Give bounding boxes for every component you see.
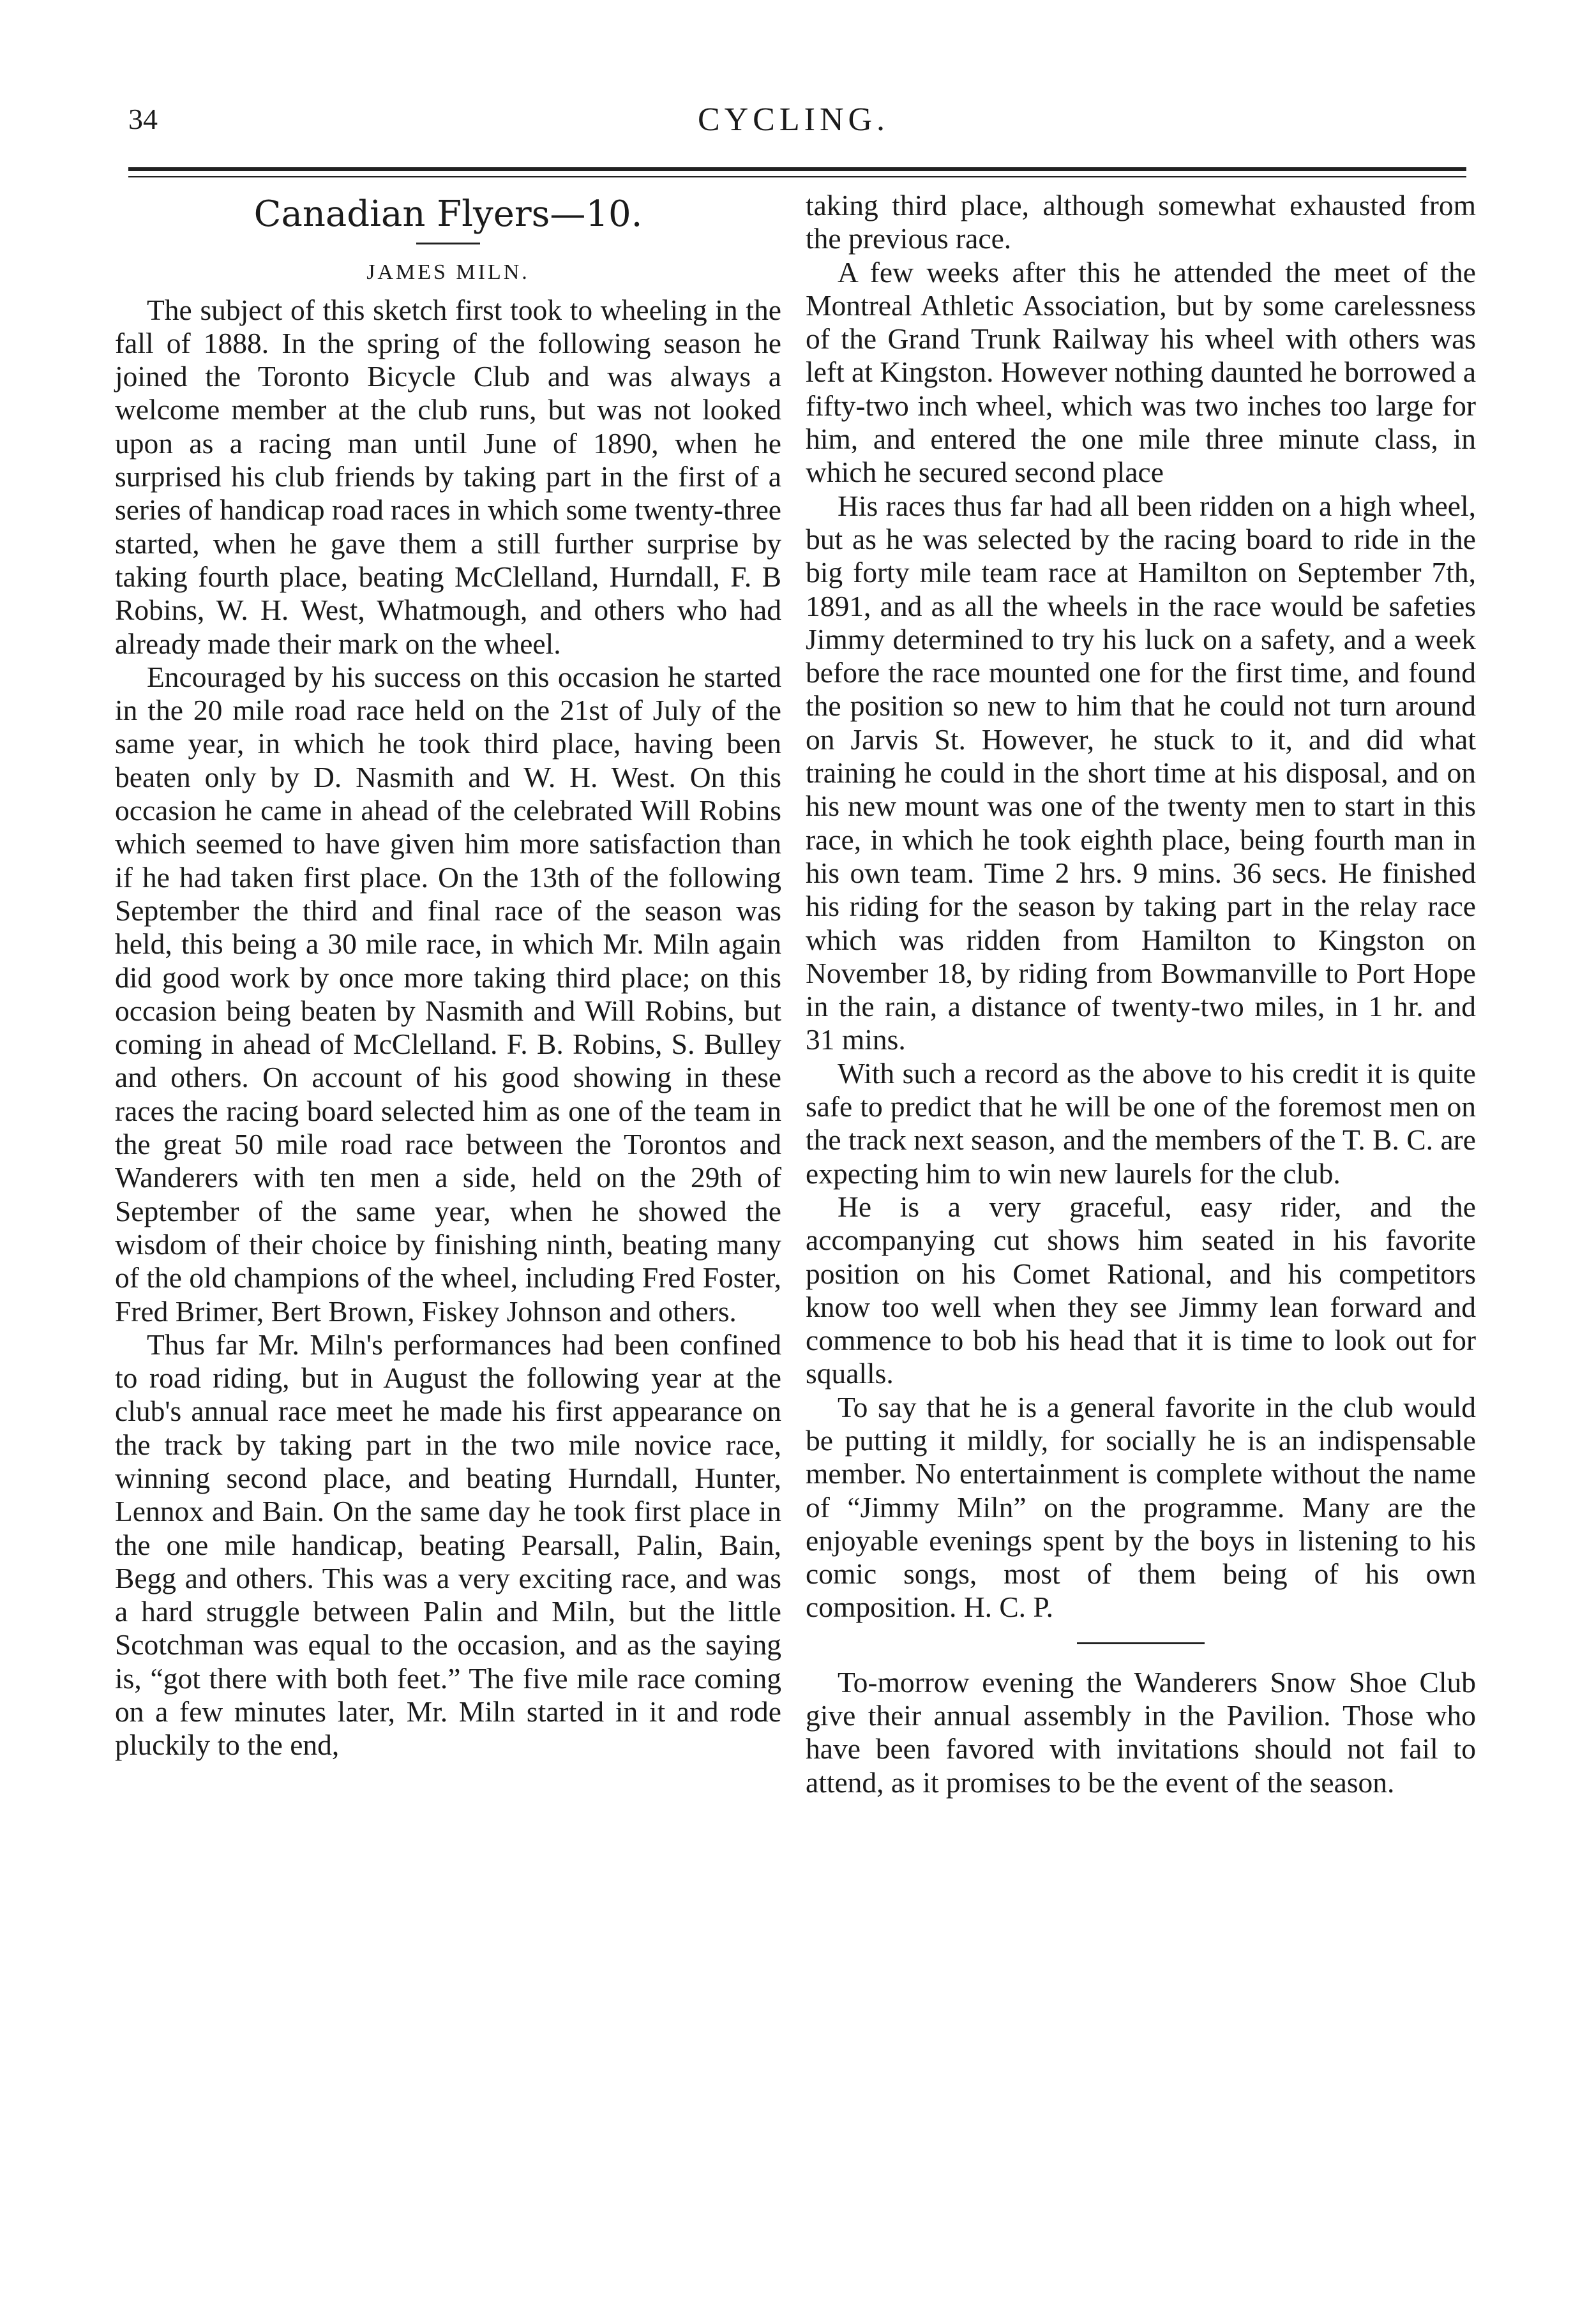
paragraph: Thus far Mr. Miln's performances had been confined to road riding, but in August the following year at the club's annual race meet he made his first appearance on the track by taking part in the two mile novice race, winning second place, and beating Hurndall, Hunter, Lennox and Bain. On the same day he took first place in the one mile handicap, beating Pearsall, Palin, Bain, Begg and others. This was a very exciting race, and was a hard struggle between Palin and Miln, but the little Scotchman was equal to the occasion, and as the saying is, “got there with both feet.” The five mile race coming on a few minutes later, Mr. Miln started in it and rode pluckily to the end, (115, 1328, 781, 1762)
paragraph: His races thus far had all been ridden on a high wheel, but as he was selected by the racing board to ride in the big forty mile team race at Hamilton on September 7th, 1891, and as all the wheels in the race would be safeties Jimmy determined to try his luck on a safety, and a week before the race mounted one for the first time, and found the position so new to him that he could not turn around on Jarvis St. However, he stuck to it, and did what training he could in the short time at his disposal, and on his new mount was one of the twenty men to start in this race, in which he took eighth place, being fourth man in his own team. Time 2 hrs. 9 mins. 36 secs. He finished his riding for the season by taking part in the relay race which was ridden from Hamilton to Kingston on November 18, by riding from Bowmanville to Port Hope in the rain, a distance of twenty-two miles, in 1 hr. and 31 mins. (806, 489, 1476, 1056)
article-title: Canadian Flyers—10. (253, 193, 643, 235)
paragraph: To say that he is a general favorite in the club would be putting it mildly, for socially he is an indispensable member. No entertainment is complete without the name of “Jimmy Miln” on the programme. Many are the enjoyable evenings spent by the boys in listening to his comic songs, most of them being of his own composition. H. C. P. (806, 1390, 1476, 1624)
paragraph: The subject of this sketch first took to wheeling in the fall of 1888. In the spring of the following season he joined the Toronto Bicycle Club and was always a welcome member at the club runs, but was not looked upon as a racing man until June of 1890, when he surprised his club friends by taking part in the first of a series of handicap road races in which some twenty-three started, when he gave them a still further surprise by taking fourth place, beating McClelland, Hurndall, F. B Robins, W. H. West, Whatmough, and others who had already made their mark on the wheel. (115, 293, 781, 660)
article-byline: JAMES MILN. (366, 260, 530, 285)
section-divider (1077, 1642, 1205, 1644)
right-column (806, 189, 1476, 1799)
paragraph-continuation: taking third place, although somewhat exhausted from the previous race. (806, 189, 1476, 255)
page-number: 34 (128, 103, 158, 135)
paragraph: A few weeks after this he attended the meet of the Montreal Athletic Association, but by some carelessness of the Grand Trunk Railway his wheel with others was left at Kingston. However nothing daunted he borrowed a fifty-two inch wheel, which was two inches too large for him, and entered the one mile three minute class, in which he secured second place (806, 255, 1477, 489)
left-column (115, 189, 781, 1762)
running-title: CYCLING. (697, 101, 890, 138)
title-divider (416, 243, 480, 244)
header-rule-thin (128, 176, 1466, 177)
paragraph: With such a record as the above to his credit it is quite safe to predict that he will be one of the foremost men on the track next season, and the members of the T. B. C. are expecting him to win new laurels for the club. (806, 1056, 1476, 1190)
paragraph: Encouraged by his success on this occasion he started in the 20 mile road race held on the 21st of July of the same year, in which he took third place, having been beaten only by D. Nasmith and W. H. West. On this occasion he came in ahead of the celebrated Will Robins which seemed to have given him more satisfaction than if he had taken first place. On the 13th of the following September the third and final race of the season was held, this being a 30 mile race, in which Mr. Miln again did good work by once more taking third place; on this occasion being beaten by Nasmith and Will Robins, but coming in ahead of McClelland. F. B. Robins, S. Bulley and others. On account of his good showing in these races the racing board selected him as one of the team in the great 50 mile road race between the Torontos and Wanderers with ten men a side, held on the 29th of September of the same year, when he showed the wisdom of their choice by finishing ninth, beating many of the old champions of the wheel, including Fred Foster, Fred Brimer, Bert Brown, Fiskey Johnson and others. (115, 660, 781, 1328)
header-rule (128, 167, 1466, 171)
notice-paragraph: To-morrow evening the Wanderers Snow Shoe Club give their annual assembly in the Pavilion. Those who have been favored with invitations should not fail to attend, as it promises to be the event of the season. (806, 1665, 1476, 1799)
paragraph: He is a very graceful, easy rider, and the accompanying cut shows him seated in his favorite position on his Comet Rational, and his competitors know too well when they see Jimmy lean forward and commence to bob his head that it is time to look out for squalls. (806, 1190, 1476, 1390)
